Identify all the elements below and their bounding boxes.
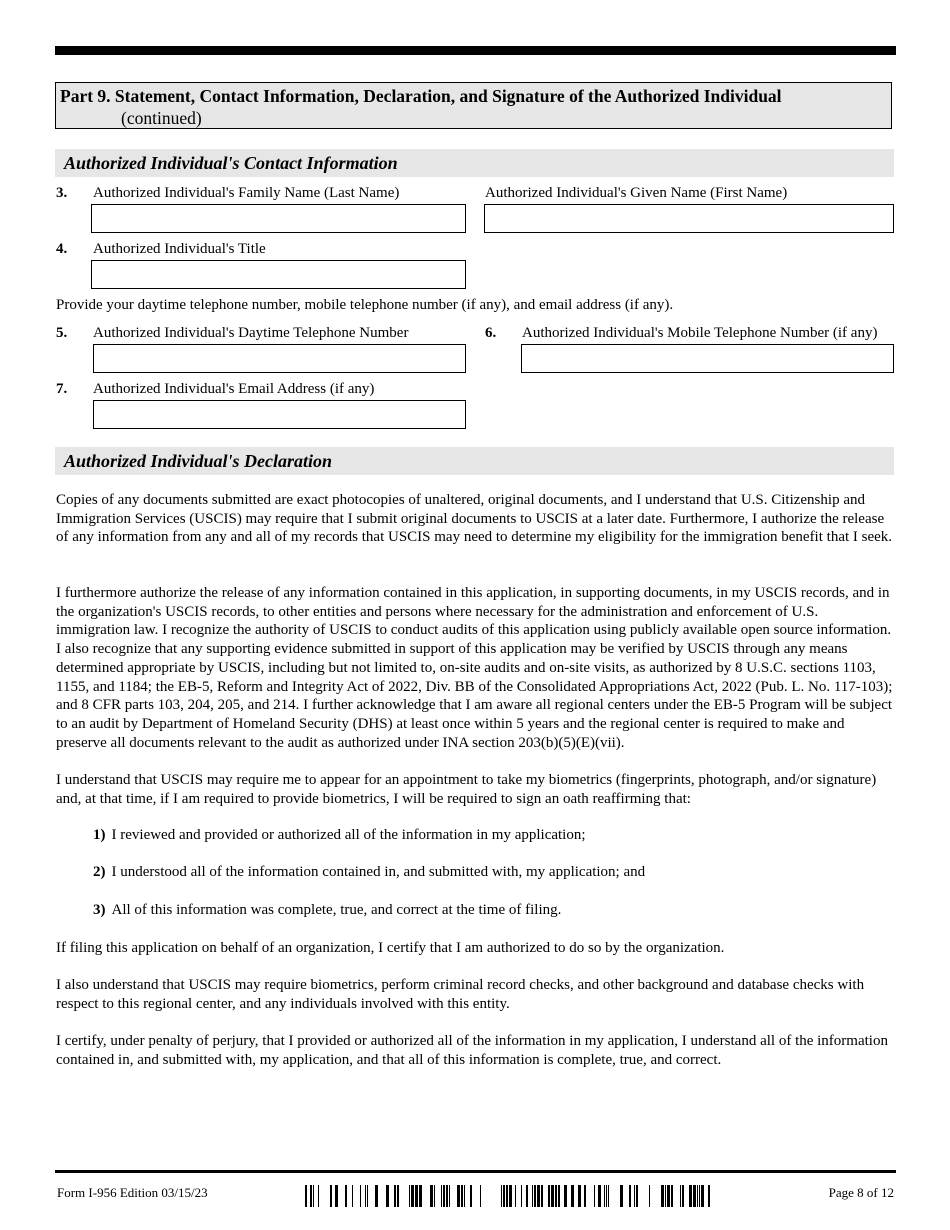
oath-item-2-number: 2): [93, 864, 106, 880]
email-label: Authorized Individual's Email Address (if any): [93, 381, 375, 397]
declaration-paragraph-1: Copies of any documents submitted are exact photocopies of unaltered, original documents, and I understand that U.S. Citizenship and Immigration Services (USCIS) may require that I submit original documents to USCIS at a later date. Furthermore, I authorize the release of any information from any and all of my records that USCIS may need to determine my eligibility for the immigration benefit that I seek.: [56, 492, 893, 546]
title-input[interactable]: [91, 260, 466, 289]
oath-item-1-number: 1): [93, 827, 106, 843]
oath-item-3: [93, 902, 561, 919]
item-5-number: 5.: [56, 325, 68, 341]
contact-section-title: Authorized Individual's Contact Information: [55, 149, 894, 177]
mobile-phone-input[interactable]: [521, 344, 894, 373]
declaration-paragraph-4: If filing this application on behalf of an organization, I certify that I am authorized to do so by the organization.: [56, 940, 725, 956]
declaration-paragraph-3: I understand that USCIS may require me to appear for an appointment to take my biometrics (fingerprints, photograph, and/or signature) and, at that time, if I am required to provide biometrics, I will be required to sign an oath reaffirming that:: [56, 772, 877, 807]
item-4-number: 4.: [56, 241, 68, 257]
page-number: Page 8 of 12: [828, 1185, 894, 1200]
oath-item-3-text: All of this information was complete, true, and correct at the time of filing.: [111, 902, 562, 918]
part-continued: (continued): [121, 108, 202, 128]
form-edition: Form I-956 Edition 03/15/23: [57, 1185, 208, 1200]
given-name-label: Authorized Individual's Given Name (First Name): [485, 185, 788, 201]
title-label: Authorized Individual's Title: [93, 241, 266, 257]
declaration-section-title: Authorized Individual's Declaration: [55, 447, 894, 475]
mobile-phone-label: Authorized Individual's Mobile Telephone Number (if any): [522, 325, 878, 341]
given-name-input[interactable]: [484, 204, 894, 233]
declaration-paragraph-6: I certify, under penalty of perjury, that I provided or authorized all of the information in my application, I understand all of the information contained in, and submitted with, my application, and that all of this information is complete, true, and correct.: [56, 1033, 888, 1068]
part-title: Part 9. Statement, Contact Information, Declaration, and Signature of the Authorized Individual: [60, 86, 782, 106]
item-6-number: 6.: [485, 325, 497, 341]
declaration-paragraph-2: I furthermore authorize the release of any information contained in this application, in supporting documents, in my USCIS records, and in the organization's USCIS records, to other entities and persons where necessary for the administration and enforcement of U.S. immigration law. I recognize the authority of USCIS to conduct audits of this application using publicly available open source information. I also recognize that any supporting evidence submitted in support of this application may be verified by USCIS through any means determined appropriate by USCIS, including but not limited to, on-site audits and on-site visits, as authorized by 8 U.S.C. sections 1103, 1155, and 1184; the EB-5, Reform and Integrity Act of 2022, Div. BB of the Consolidated Appropriations Act, 2022 (Pub. L. No. 117-103); and 8 CFR parts 103, 204, 205, and 214. I further acknowledge that I am aware all regional centers under the EB-5 Program will be subject to an audit by Department of Homeland Security (DHS) at least once within 5 years and the regional center is required to make and preserve all documents relevant to the audit as authorized under INA section 203(b)(5)(E)(vii).: [56, 585, 893, 751]
daytime-phone-input[interactable]: [93, 344, 466, 373]
family-name-input[interactable]: [91, 204, 466, 233]
footer-rule: [55, 1170, 896, 1173]
oath-item-1-text: I reviewed and provided or authorized all of the information in my application;: [111, 827, 586, 843]
contact-intro: Provide your daytime telephone number, mobile telephone number (if any), and email address (if any).: [56, 297, 674, 313]
family-name-label: Authorized Individual's Family Name (Last Name): [93, 185, 400, 201]
daytime-phone-label: Authorized Individual's Daytime Telephone Number: [93, 325, 409, 341]
oath-item-2-text: I understood all of the information contained in, and submitted with, my application; and: [111, 864, 646, 880]
top-rule: [55, 46, 896, 55]
item-3-number: 3.: [56, 185, 68, 201]
declaration-paragraph-5: I also understand that USCIS may require biometrics, perform criminal record checks, and other background and database checks with respect to this regional center, and any individuals involved with this entity.: [56, 977, 865, 1012]
email-input[interactable]: [93, 400, 466, 429]
part-header: [55, 82, 892, 129]
item-7-number: 7.: [56, 381, 68, 397]
oath-item-2: [93, 864, 645, 881]
oath-item-3-number: 3): [93, 902, 106, 918]
oath-item-1: [93, 827, 586, 844]
barcode: [305, 1185, 712, 1207]
